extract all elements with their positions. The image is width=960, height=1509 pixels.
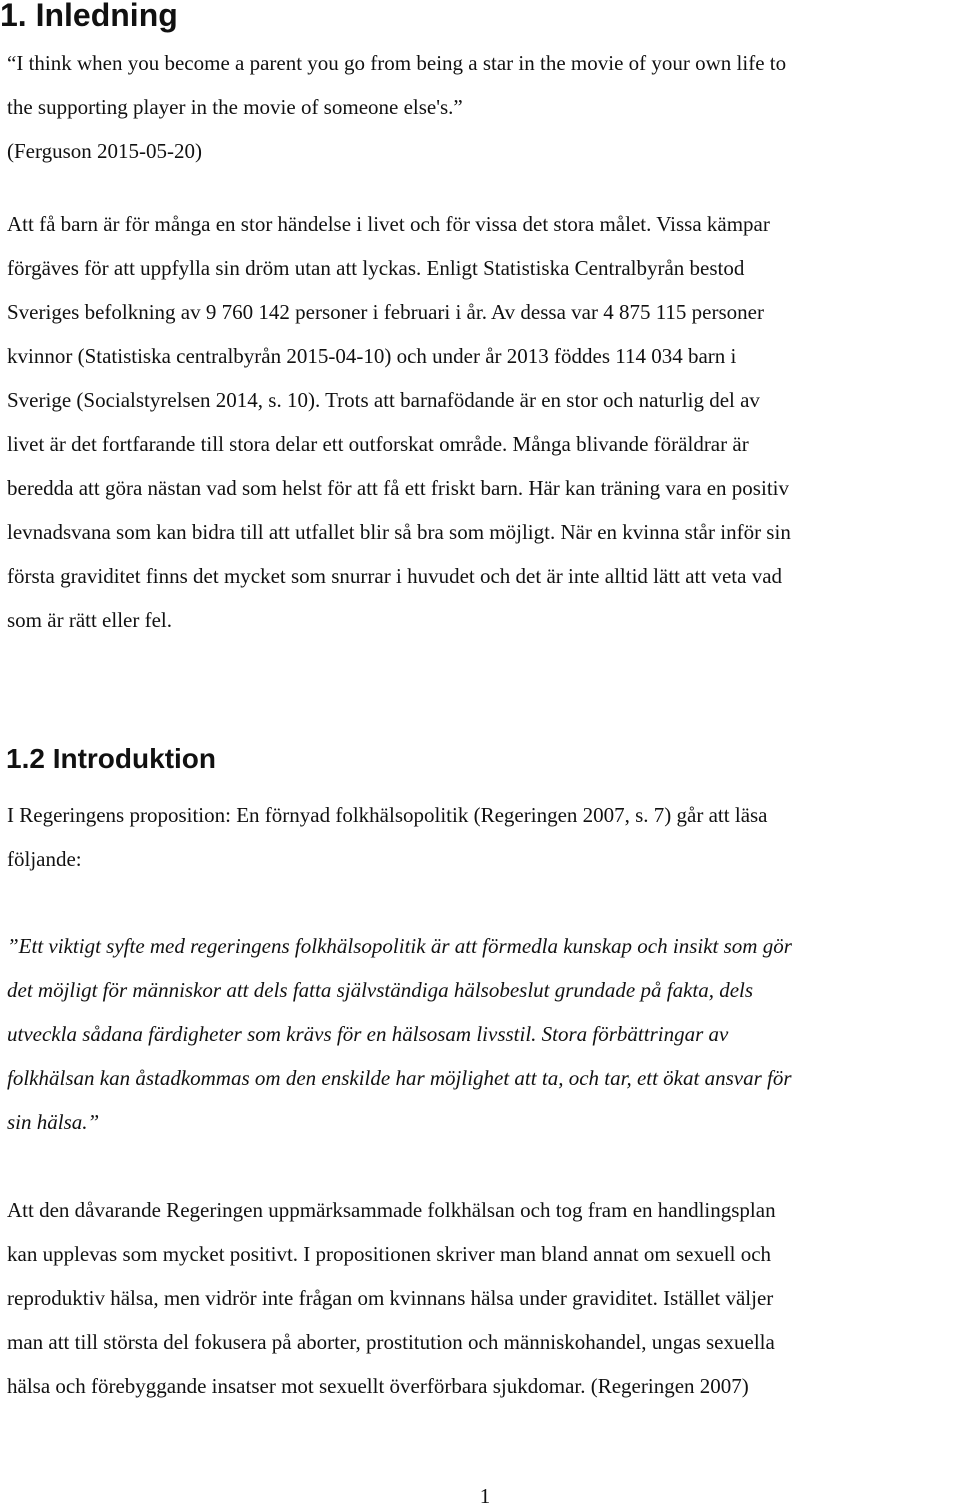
quote-line: folkhälsan kan åstadkommas om den enskilde har möjlighet att ta, och tar, ett ökat ansvar för [7,1066,792,1090]
paragraph-line: Sverige (Socialstyrelsen 2014, s. 10). Trots att barnafödande är en stor och naturlig del av [7,388,760,412]
quote-citation: (Ferguson 2015-05-20) [7,139,203,163]
quote-line: sin hälsa.” [7,1110,100,1134]
paragraph-line: förgäves för att uppfylla sin dröm utan att lyckas. Enligt Statistiska Centralbyrån bestod [7,256,745,280]
paragraph-line: livet är det fortfarande till stora delar ett outforskat område. Många blivande föräldrar är [7,432,749,456]
paragraph-line: första graviditet finns det mycket som snurrar i huvudet och det är inte alltid lätt att veta vad [7,564,783,588]
page-number: 1 [479,1484,491,1508]
quote-line: ”Ett viktigt syfte med regeringens folkhälsopolitik är att förmedla kunskap och insikt som gör [7,934,792,958]
paragraph-line: som är rätt eller fel. [7,608,173,632]
proposition-quote [7,924,960,1144]
paragraph-line: Att få barn är för många en stor händelse i livet och för vissa det stora målet. Vissa kämpar [7,212,770,236]
quote-line: det möjligt för människor att dels fatta självständiga hälsobeslut grundade på fakta, dels [7,978,754,1002]
paragraph-line: följande: [7,847,82,871]
introduction-paragraph [7,202,960,642]
paragraph-line: kvinnor (Statistiska centralbyrån 2015-04-10) och under år 2013 föddes 114 034 barn i [7,344,737,368]
paragraph-line: beredda att göra nästan vad som helst för att få ett friskt barn. Här kan träning vara en positiv [7,476,789,500]
section-heading-introduktion: 1.2 Introduktion [6,743,216,774]
discussion-paragraph [7,1188,960,1408]
quote-line: the supporting player in the movie of someone else's.” [7,95,463,119]
paragraph-line: reproduktiv hälsa, men vidrör inte frågan om kvinnans hälsa under graviditet. Istället väljer [7,1286,774,1310]
paragraph-line: Sveriges befolkning av 9 760 142 personer i februari i år. Av dessa var 4 875 115 personer [7,300,764,324]
paragraph-line: Att den dåvarande Regeringen uppmärksammade folkhälsan och tog fram en handlingsplan [7,1198,776,1222]
quote-line: “I think when you become a parent you go from being a star in the movie of your own life to [7,51,787,75]
opening-quote [7,41,960,173]
quote-line: utveckla sådana färdigheter som krävs för en hälsosam livsstil. Stora förbättringar av [7,1022,729,1046]
paragraph-line: kan upplevas som mycket positivt. I propositionen skriver man bland annat om sexuell och [7,1242,772,1266]
paragraph-line: man att till största del fokusera på aborter, prostitution och människohandel, ungas sexuella [7,1330,775,1354]
paragraph-line: I Regeringens proposition: En förnyad folkhälsopolitik (Regeringen 2007, s. 7) går att läsa [7,803,768,827]
paragraph-line: hälsa och förebyggande insatser mot sexuellt överförbara sjukdomar. (Regeringen 2007) [7,1374,749,1398]
paragraph-line: levnadsvana som kan bidra till att utfallet blir så bra som möjligt. När en kvinna står inför sin [7,520,791,544]
section-heading-inledning: 1. Inledning [0,0,178,33]
proposition-intro [7,793,960,881]
